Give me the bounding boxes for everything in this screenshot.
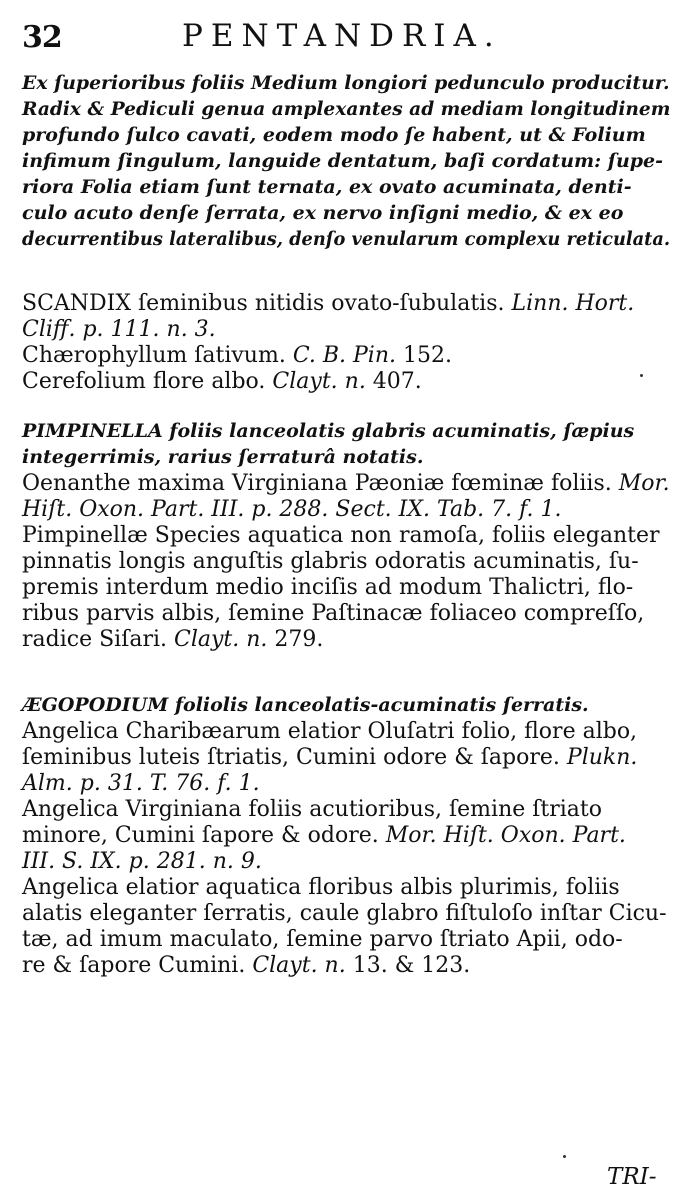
aegopodium-line-11-part: re & ſapore Cumini. <box>22 953 253 978</box>
scandix-line-2: Cliff. p. 111. n. 3. <box>22 317 216 342</box>
aegopodium-line-3-part: ſeminibus luteis ſtriatis, Cumini odore & ſapore. <box>22 745 567 770</box>
pimpinella-line-3 <box>22 470 670 497</box>
page-number: 32 <box>22 20 62 55</box>
intro-line-7: decurrentibus lateralibus, denſo venularum complexu reticulata. <box>22 228 671 250</box>
intro-line-6: culo acuto denſe ſerrata, ex nervo inſigni medio, & ex eo <box>22 202 624 224</box>
scandix-line-3-part: 152. <box>396 343 452 368</box>
pimpinella-line-9-part: Clayt. n. <box>174 627 268 652</box>
pimpinella-line-7: premis interdum medio inciſis ad modum Thalictri, flo- <box>22 575 634 600</box>
scandix-line-1 <box>22 290 634 317</box>
scandix-line-1-part: Linn. Hort. <box>511 291 635 316</box>
aegopodium-line-5: Angelica Virginiana foliis acutioribus, ſemine ſtriato <box>22 797 603 822</box>
scandix-line-3-part: Chærophyllum ſativum. <box>22 343 293 368</box>
page-header <box>22 14 662 64</box>
pimpinella-line-9 <box>22 626 323 653</box>
aegopodium-line-6-part: minore, Cumini ſapore & odore. <box>22 823 386 848</box>
pimpinella-line-6: pinnatis longis anguſtis glabris odoratis acuminatis, ſu- <box>22 549 639 574</box>
pimpinella-line-4: Hiſt. Oxon. Part. III. p. 288. Sect. IX. Tab. 7. f. 1. <box>22 497 562 522</box>
intro-line-2: Radix & Pediculi genua amplexantes ad mediam longitudinem <box>22 98 671 120</box>
aegopodium-line-6-part: Mor. Hiſt. Oxon. Part. <box>385 823 626 848</box>
pimpinella-line-5: Pimpinellæ Species aquatica non ramoſa, foliis eleganter <box>22 523 660 548</box>
scandix-line-1-part: SCANDIX ſeminibus nitidis ovato-ſubulatis. <box>22 291 512 316</box>
aegopodium-line-6 <box>22 822 626 849</box>
ink-speck <box>563 1155 566 1158</box>
pimpinella-line-2: integerrimis, rarius ſerraturâ notatis. <box>22 446 424 468</box>
aegopodium-line-11-part: 13. & 123. <box>345 953 471 978</box>
aegopodium-line-2: Angelica Charibæarum elatior Oluſatri folio, flore albo, <box>22 719 638 744</box>
pimpinella-line-8: ribus parvis albis, ſemine Paſtinacæ foliaceo compreſſo, <box>22 601 645 626</box>
aegopodium-line-10: tæ, ad imum maculato, ſemine parvo ſtriato Apii, odo- <box>22 927 623 952</box>
pimpinella-line-3-part: Mor. <box>618 471 670 496</box>
scandix-line-4-part: Clayt. n. <box>272 369 366 394</box>
pimpinella-line-3-part: Oenanthe maxima Virginiana Pæoniæ fœminæ foliis. <box>22 471 619 496</box>
intro-line-5: riora Folia etiam ſunt ternata, ex ovato acuminata, denti- <box>22 176 632 198</box>
aegopodium-line-8: Angelica elatior aquatica floribus albis plurimis, foliis <box>22 875 620 900</box>
scandix-line-3 <box>22 342 452 369</box>
aegopodium-line-11-part: Clayt. n. <box>252 953 346 978</box>
intro-line-1: Ex ſuperioribus foliis Medium longiori pedunculo producitur. <box>22 72 670 94</box>
scandix-line-4 <box>22 368 422 395</box>
aegopodium-line-4: Alm. p. 31. T. 76. f. 1. <box>22 771 260 796</box>
catchword: TRI- <box>607 1164 657 1190</box>
scandix-line-4-part: Cerefolium flore albo. <box>22 369 273 394</box>
intro-line-4: infimum ſingulum, languide dentatum, baſi cordatum: ſupe- <box>22 150 664 172</box>
aegopodium-line-3 <box>22 744 637 771</box>
aegopodium-line-3-part: Plukn. <box>566 745 638 770</box>
scandix-line-3-part: C. B. Pin. <box>292 343 397 368</box>
pimpinella-line-9-part: radice Siſari. <box>22 627 174 652</box>
scandix-line-4-part: 407. <box>365 369 422 394</box>
aegopodium-line-9: alatis eleganter ſerratis, caule glabro fiſtuloſo inſtar Cicu- <box>22 901 667 926</box>
aegopodium-line-11 <box>22 952 470 979</box>
ink-speck <box>640 374 643 377</box>
aegopodium-line-7: III. S. IX. p. 281. n. 9. <box>22 849 262 874</box>
pimpinella-line-1: PIMPINELLA foliis lanceolatis glabris acuminatis, ſæpius <box>22 420 635 442</box>
intro-line-3: profundo ſulco cavati, eodem modo ſe habent, ut & Folium <box>22 124 646 146</box>
aegopodium-line-1: ÆGOPODIUM foliolis lanceolatis-acuminatis ſerratis. <box>22 694 589 716</box>
running-title: PENTANDRIA. <box>182 18 502 54</box>
pimpinella-line-9-part: 279. <box>267 627 324 652</box>
